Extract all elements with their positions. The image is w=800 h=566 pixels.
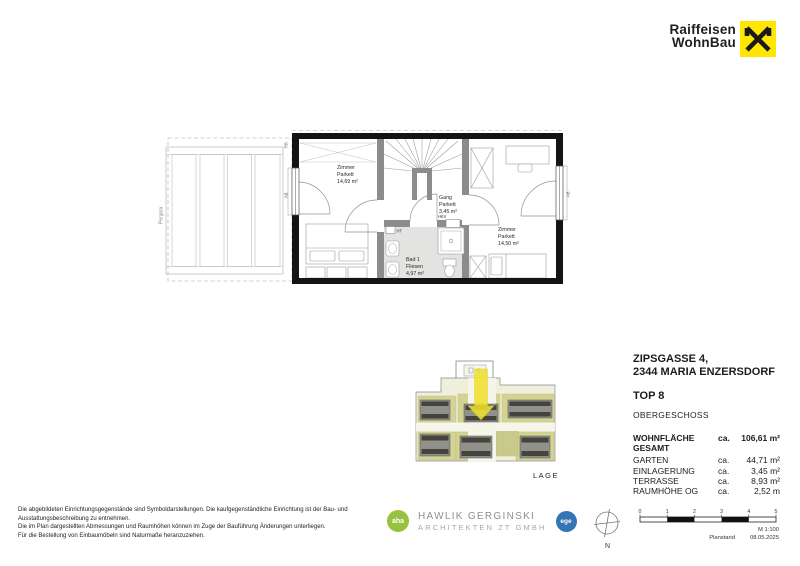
disclaimer-line: Die abgebildeten Einrichtungsgegenstände sind Symboldarstellungen. Die kaufgegenständliche Einrichtung ist der Bau- und bbox=[18, 507, 348, 513]
room-label: Fliesen bbox=[406, 264, 424, 270]
planstand-label: Planstand bbox=[709, 534, 735, 541]
ab-label-right: AB bbox=[565, 191, 571, 197]
disclaimer-line: Die im Plan dargestellten Abmessungen und Raumhöhen können im Zuge der Bauführung Änderungen unterliegen. bbox=[18, 524, 326, 531]
room-label: Parkett bbox=[439, 202, 456, 208]
table-row bbox=[633, 486, 780, 496]
scale-tick: 5 bbox=[774, 509, 778, 515]
table-row bbox=[633, 433, 780, 453]
ca-label: ca. bbox=[718, 465, 730, 476]
ht-label: HT bbox=[396, 228, 402, 234]
pergola bbox=[159, 138, 293, 281]
hkv-shaft bbox=[446, 220, 460, 228]
north-compass-icon bbox=[590, 507, 626, 551]
floorplan-drawing bbox=[150, 125, 580, 297]
unit-number: TOP 8 bbox=[633, 390, 665, 402]
ca-label: ca. bbox=[718, 455, 730, 466]
area-label: RAUMHÖHE OG bbox=[633, 486, 699, 497]
room-label: Parkett bbox=[337, 172, 354, 178]
staircase bbox=[384, 139, 462, 172]
room-label: Gang bbox=[439, 195, 452, 201]
address-line1: ZIPSGASSE 4, bbox=[633, 353, 709, 365]
disclaimer-line: Ausstattungsbeschreibung zu entnehmen. bbox=[18, 515, 131, 522]
scale-label: M 1:100 bbox=[758, 527, 779, 533]
pergola-label: Pergola bbox=[158, 206, 165, 224]
ca-label: ca. bbox=[718, 475, 730, 486]
ca-label: ca. bbox=[718, 486, 730, 497]
architect-sub: ARCHITEKTEN ZT GMBH bbox=[418, 522, 547, 532]
hkv-label: HKV bbox=[438, 214, 447, 219]
area-value: 8,93 m² bbox=[751, 475, 780, 486]
room-label: 4,97 m² bbox=[406, 271, 424, 277]
area-value: 106,61 m² bbox=[741, 433, 780, 443]
room-label: Bad 1 bbox=[406, 257, 420, 263]
ca-label: ca. bbox=[718, 433, 730, 443]
table-row bbox=[633, 476, 780, 486]
brand-line1: Raiffeisen bbox=[669, 22, 736, 37]
siteplan-drawing bbox=[408, 358, 558, 474]
planstand-date: 08.05.2025 bbox=[749, 534, 779, 541]
area-label: WOHNFLÄCHE GESAMT bbox=[633, 433, 695, 454]
architect-name: HAWLIK GERGINSKI bbox=[418, 510, 536, 522]
brand-wordmark bbox=[669, 24, 736, 49]
area-value: 44,71 m² bbox=[746, 455, 780, 466]
plan-meta bbox=[709, 527, 779, 542]
ab-label-left: AB bbox=[283, 192, 289, 198]
room-label: 3,45 m² bbox=[439, 209, 457, 215]
ege-logo-icon: ege bbox=[556, 511, 577, 532]
scale-tick: 3 bbox=[720, 509, 724, 515]
room-label: Zimmer bbox=[498, 227, 516, 233]
ht-shaft bbox=[386, 227, 395, 234]
ceiling-slope-marks bbox=[300, 143, 376, 162]
room-label: Parkett bbox=[498, 234, 515, 240]
scale-bar bbox=[638, 508, 780, 526]
room-label: 14,50 m² bbox=[498, 241, 519, 247]
area-value: 2,52 m bbox=[754, 486, 780, 497]
area-label: GARTEN bbox=[633, 455, 669, 466]
room-label: 14,69 m² bbox=[337, 179, 358, 185]
area-value: 3,45 m² bbox=[751, 465, 780, 476]
north-label: N bbox=[605, 543, 611, 550]
address-line2: 2344 MARIA ENZERSDORF bbox=[633, 365, 776, 378]
table-row bbox=[633, 466, 780, 476]
table-row bbox=[633, 455, 780, 465]
disclaimer-text bbox=[18, 506, 348, 540]
area-table bbox=[633, 433, 780, 496]
area-label: TERRASSE bbox=[633, 475, 679, 486]
rb-label: RB bbox=[283, 142, 289, 148]
brand-line2: WohnBau bbox=[671, 34, 736, 50]
architect-block bbox=[387, 510, 577, 532]
disclaimer-line: Für die Bestellung von Einbaumöbeln sind Naturmaße heranzuziehen. bbox=[18, 532, 205, 539]
gable-cross-icon bbox=[740, 21, 776, 57]
scale-tick: 4 bbox=[747, 509, 751, 515]
aha-logo-icon: aha bbox=[387, 510, 409, 532]
scale-tick: 0 bbox=[638, 509, 642, 515]
siteplan-caption: LAGE bbox=[533, 471, 560, 480]
floor-name: OBERGESCHOSS bbox=[633, 410, 709, 420]
area-label: EINLAGERUNG bbox=[633, 465, 695, 476]
unit-info bbox=[633, 353, 780, 496]
room-label: Zimmer bbox=[337, 165, 355, 171]
scale-tick: 2 bbox=[692, 509, 696, 515]
scale-tick: 1 bbox=[665, 509, 669, 515]
